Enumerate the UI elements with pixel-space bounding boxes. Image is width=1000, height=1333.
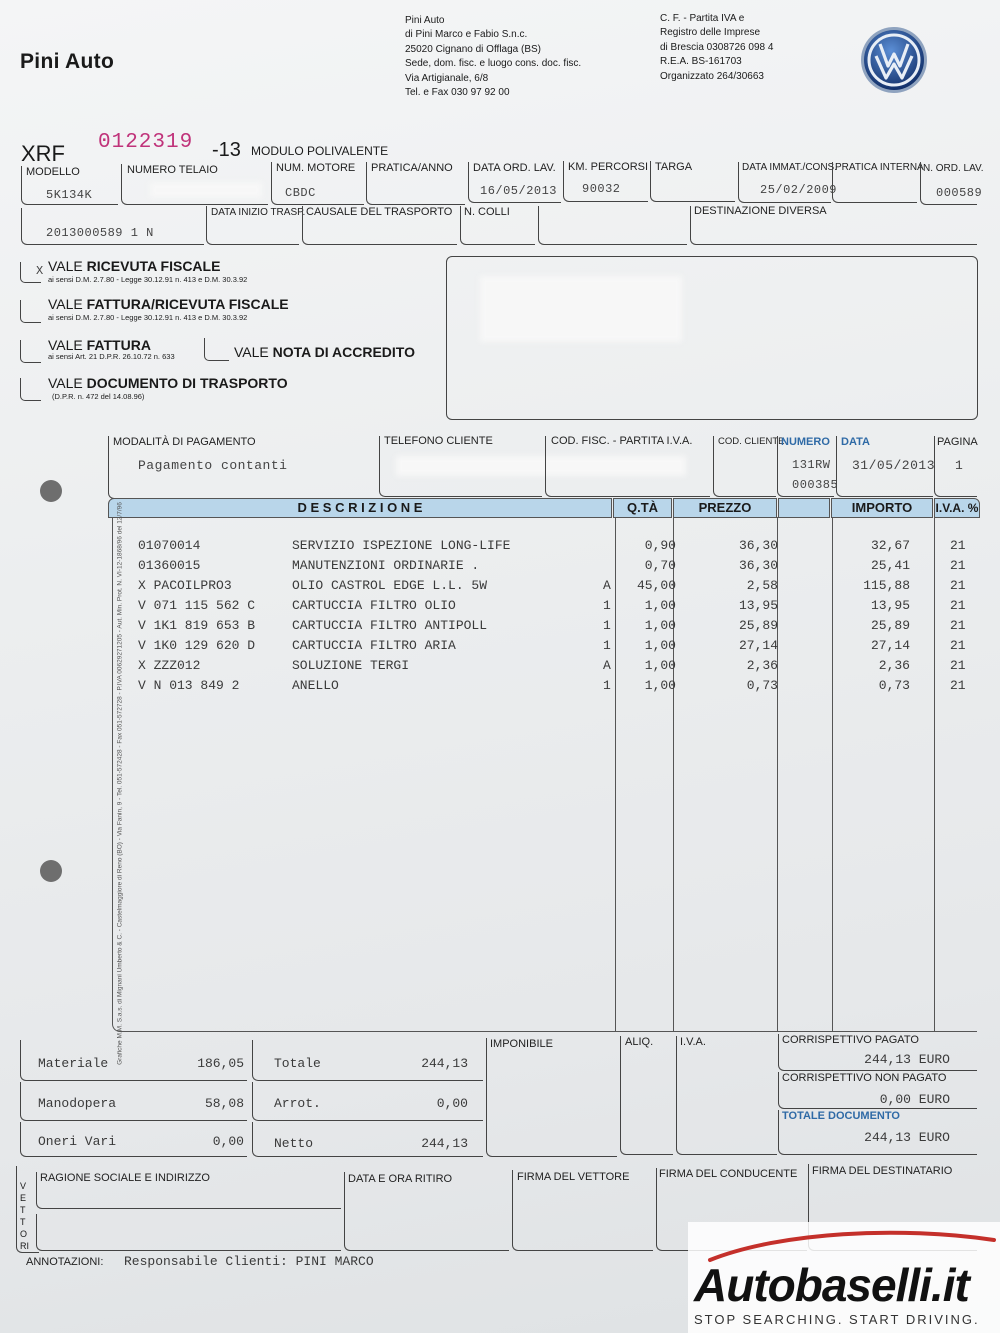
address-line: Pini Auto bbox=[405, 15, 445, 26]
row-prezzo: 2,58 bbox=[746, 578, 778, 593]
vale-pre: VALE bbox=[48, 258, 83, 274]
value-modalita: Pagamento contanti bbox=[138, 458, 288, 473]
header-qta: Q.TÀ bbox=[613, 498, 672, 518]
vale-bold: FATTURA/RICEVUTA FISCALE bbox=[86, 296, 289, 312]
row-code: 01070014 bbox=[138, 538, 201, 553]
vale-bold: DOCUMENTO DI TRASPORTO bbox=[86, 375, 288, 391]
table-row bbox=[0, 658, 1000, 678]
label-numero: NUMERO bbox=[781, 436, 830, 448]
label-inizio: DATA INIZIO TRASP. bbox=[211, 207, 306, 218]
row-prezzo: 13,95 bbox=[738, 598, 778, 613]
label-firma-conducente: FIRMA DEL CONDUCENTE bbox=[659, 1168, 798, 1180]
registry-line: di Brescia 0308726 098 4 bbox=[660, 41, 774, 53]
row-desc: MANUTENZIONI ORDINARIE . bbox=[292, 558, 480, 573]
registry-line: Organizzato 264/30663 bbox=[660, 70, 764, 82]
label-causale: CAUSALE DEL TRASPORTO bbox=[306, 206, 453, 218]
value-pagato: 244,13 EURO bbox=[864, 1052, 950, 1067]
table-row bbox=[0, 678, 1000, 698]
row-qta: 45,00 bbox=[636, 578, 676, 593]
value-non-pagato: 0,00 EURO bbox=[879, 1092, 950, 1107]
oneri-value: 0,00 bbox=[212, 1134, 244, 1149]
label-pagina: PAGINA bbox=[937, 436, 978, 448]
row-qta: 1,00 bbox=[644, 638, 676, 653]
header-descrizione: D E S C R I Z I O N E bbox=[108, 498, 612, 518]
totale-label: Totale bbox=[274, 1056, 321, 1071]
row-flag: A bbox=[603, 658, 611, 673]
row-code: V 071 115 562 C bbox=[138, 598, 256, 613]
row-flag: 1 bbox=[603, 678, 611, 693]
row-importo: 0,73 bbox=[878, 678, 910, 693]
value-ref: 2013000589 1 N bbox=[46, 226, 154, 240]
label-km: KM. PERCORSI bbox=[568, 161, 649, 173]
row-desc: ANELLO bbox=[292, 678, 339, 693]
registry-line: C. F. - Partita IVA e bbox=[660, 13, 745, 24]
row-prezzo: 36,30 bbox=[738, 538, 778, 553]
row-qta: 0,70 bbox=[644, 558, 676, 573]
totale-value: 244,13 bbox=[421, 1056, 468, 1071]
netto-value: 244,13 bbox=[421, 1136, 468, 1151]
field-extra bbox=[538, 206, 687, 245]
label-telaio: NUMERO TELAIO bbox=[127, 164, 218, 176]
row-iva: 21 bbox=[950, 538, 966, 553]
vale-tick-3 bbox=[20, 340, 41, 363]
address-line: Via Artigianale, 6/8 bbox=[405, 72, 489, 84]
header-blank bbox=[778, 498, 830, 518]
row-importo: 32,67 bbox=[870, 538, 910, 553]
table-row bbox=[0, 598, 1000, 618]
field-ragione-2 bbox=[36, 1214, 341, 1251]
vale-bold: FATTURA bbox=[86, 337, 151, 353]
label-data-ord: DATA ORD. LAV. bbox=[473, 162, 556, 174]
label-iva-tot: I.V.A. bbox=[680, 1036, 706, 1048]
vale-pre: VALE bbox=[234, 344, 269, 360]
table-row bbox=[0, 638, 1000, 658]
value-data: 31/05/2013 bbox=[852, 458, 936, 473]
vale-bold: RICEVUTA FISCALE bbox=[86, 258, 221, 274]
vale-fattura-ricevuta bbox=[48, 296, 289, 312]
label-totale-doc: TOTALE DOCUMENTO bbox=[782, 1110, 900, 1122]
row-iva: 21 bbox=[950, 658, 966, 673]
value-km: 90032 bbox=[582, 182, 621, 196]
address-line: Tel. e Fax 030 97 92 00 bbox=[405, 87, 510, 99]
value-modello: 5K134K bbox=[46, 188, 93, 202]
table-row bbox=[0, 558, 1000, 578]
table-row bbox=[0, 578, 1000, 598]
row-desc: SERVIZIO ISPEZIONE LONG-LIFE bbox=[292, 538, 511, 553]
label-pratica: PRATICA/ANNO bbox=[371, 162, 453, 174]
row-flag: 1 bbox=[603, 618, 611, 633]
table-row bbox=[0, 618, 1000, 638]
value-data-ord: 16/05/2013 bbox=[480, 184, 558, 198]
value-motore: CBDC bbox=[285, 186, 316, 200]
vale-tick-2 bbox=[20, 300, 41, 323]
row-desc: SOLUZIONE TERGI bbox=[292, 658, 410, 673]
redacted-recipient bbox=[480, 276, 682, 342]
vettori-label: VETTORI bbox=[20, 1181, 29, 1251]
header-iva: I.V.A. % bbox=[934, 498, 980, 518]
row-importo: 25,89 bbox=[870, 618, 910, 633]
oneri-label: Oneri Vari bbox=[38, 1134, 117, 1149]
field-iva-tot bbox=[676, 1036, 777, 1155]
address-line: di Pini Marco e Fabio S.n.c. bbox=[405, 29, 528, 41]
registry-line: Registro delle Imprese bbox=[660, 27, 761, 39]
label-n-ord: N. ORD. LAV. bbox=[923, 163, 984, 174]
vale-ricevuta bbox=[48, 258, 220, 274]
row-prezzo: 36,30 bbox=[738, 558, 778, 573]
address-line: Sede, dom. fisc. e luogo cons. doc. fisc. bbox=[405, 58, 582, 70]
arrot-value: 0,00 bbox=[436, 1096, 468, 1111]
materiale-value: 186,05 bbox=[197, 1056, 244, 1071]
row-importo: 27,14 bbox=[870, 638, 910, 653]
value-pagina: 1 bbox=[955, 458, 964, 473]
punch-hole bbox=[40, 860, 62, 882]
vale-tick-5 bbox=[20, 378, 41, 401]
label-imponibile: IMPONIBILE bbox=[490, 1038, 553, 1050]
label-pratica-int: PRATICA INTERNA bbox=[835, 162, 924, 173]
label-codfisc: COD. FISC. - PARTITA I.V.A. bbox=[551, 435, 693, 447]
address-line: 25020 Cignano di Offlaga (BS) bbox=[405, 43, 542, 55]
row-prezzo: 25,89 bbox=[738, 618, 778, 633]
row-importo: 13,95 bbox=[870, 598, 910, 613]
label-colli: N. COLLI bbox=[464, 206, 510, 218]
label-ritiro: DATA E ORA RITIRO bbox=[348, 1173, 453, 1185]
watermark-name: Autobaselli.it bbox=[694, 1259, 969, 1311]
vw-logo-icon bbox=[860, 26, 928, 94]
row-desc: CARTUCCIA FILTRO ANTIPOLL bbox=[292, 618, 488, 633]
manodopera-label: Manodopera bbox=[38, 1096, 117, 1111]
row-code: X PACOILPRO3 bbox=[138, 578, 232, 593]
label-aliq: ALIQ. bbox=[625, 1036, 654, 1048]
row-iva: 21 bbox=[950, 678, 966, 693]
punch-hole bbox=[40, 480, 62, 502]
vale-sub-5: (D.P.R. n. 472 del 14.08.96) bbox=[52, 392, 145, 401]
company-address bbox=[405, 14, 581, 100]
row-prezzo: 27,14 bbox=[738, 638, 778, 653]
row-iva: 21 bbox=[950, 638, 966, 653]
printer-note: Grafiche M.M. S.a.s. di Mignani Umberto & C. - Castelmaggiore di Reno (BO) - Via Fanin, 9 - Tel. 051-572428 - Fax 051-572728 - P.IVA 00629271205 - Aut. Min. Prot. N. VI-12-1868/96 del 12/7/96 bbox=[116, 502, 124, 1065]
label-dest: DESTINAZIONE DIVERSA bbox=[694, 205, 827, 217]
vale-bold: NOTA DI ACCREDITO bbox=[272, 344, 415, 360]
value-numero-2: 000385 bbox=[792, 478, 839, 492]
row-importo: 2,36 bbox=[878, 658, 910, 673]
label-modalita: MODALITÀ DI PAGAMENTO bbox=[113, 436, 256, 448]
vale-tick-4 bbox=[204, 338, 229, 361]
row-desc: CARTUCCIA FILTRO ARIA bbox=[292, 638, 456, 653]
row-flag: 1 bbox=[603, 598, 611, 613]
label-data: DATA bbox=[841, 436, 870, 448]
row-desc: CARTUCCIA FILTRO OLIO bbox=[292, 598, 456, 613]
label-ragione: RAGIONE SOCIALE E INDIRIZZO bbox=[40, 1172, 210, 1184]
vale-fattura bbox=[48, 337, 151, 353]
doc-suffix: -13 bbox=[212, 139, 241, 161]
vale-sub-3: ai sensi Art. 21 D.P.R. 26.10.72 n. 633 bbox=[48, 352, 175, 361]
company-registry bbox=[660, 12, 773, 84]
vale-documento bbox=[48, 375, 288, 391]
row-code: V N 013 849 2 bbox=[138, 678, 240, 693]
header-prezzo: PREZZO bbox=[673, 498, 777, 518]
value-n-ord: 000589 bbox=[936, 186, 983, 200]
vale-nota bbox=[234, 344, 415, 360]
company-logo-text: Pini Auto bbox=[20, 50, 115, 73]
header-importo: IMPORTO bbox=[831, 498, 933, 518]
table-row bbox=[0, 538, 1000, 558]
row-flag: 1 bbox=[603, 638, 611, 653]
row-iva: 21 bbox=[950, 578, 966, 593]
row-code: V 1K1 819 653 B bbox=[138, 618, 256, 633]
row-importo: 25,41 bbox=[870, 558, 910, 573]
doc-module: MODULO POLIVALENTE bbox=[251, 144, 389, 158]
row-code: 01360015 bbox=[138, 558, 201, 573]
label-targa: TARGA bbox=[655, 161, 693, 173]
row-flag: A bbox=[603, 578, 611, 593]
redacted-telaio bbox=[150, 182, 262, 198]
row-importo: 115,88 bbox=[863, 578, 910, 593]
row-qta: 1,00 bbox=[644, 618, 676, 633]
field-aliq bbox=[620, 1036, 673, 1155]
arrot-label: Arrot. bbox=[274, 1096, 321, 1111]
row-qta: 0,90 bbox=[644, 538, 676, 553]
field-imponibile bbox=[486, 1038, 617, 1157]
value-immat: 25/02/2009 bbox=[760, 183, 838, 197]
vale-pre: VALE bbox=[48, 296, 83, 312]
label-firma-destinatario: FIRMA DEL DESTINATARIO bbox=[812, 1165, 953, 1177]
row-code: X ZZZ012 bbox=[138, 658, 201, 673]
vale-pre: VALE bbox=[48, 337, 83, 353]
label-telefono: TELEFONO CLIENTE bbox=[384, 435, 493, 447]
row-prezzo: 0,73 bbox=[746, 678, 778, 693]
label-firma-vettore: FIRMA DEL VETTORE bbox=[517, 1171, 630, 1183]
row-prezzo: 2,36 bbox=[746, 658, 778, 673]
row-iva: 21 bbox=[950, 558, 966, 573]
label-pagato: CORRISPETTIVO PAGATO bbox=[782, 1034, 919, 1046]
netto-label: Netto bbox=[274, 1136, 314, 1151]
vale-pre: VALE bbox=[48, 375, 83, 391]
row-qta: 1,00 bbox=[644, 678, 676, 693]
value-numero-1: 131RW bbox=[792, 458, 831, 472]
label-codcli: COD. CLIENTE bbox=[718, 436, 785, 447]
doc-number: 0122319 bbox=[98, 131, 194, 154]
watermark-tagline: STOP SEARCHING. START DRIVING. bbox=[694, 1312, 980, 1327]
row-desc: OLIO CASTROL EDGE L.L. 5W bbox=[292, 578, 488, 593]
vale-sub-1: ai sensi D.M. 2.7.80 - Legge 30.12.91 n. 413 e D.M. 30.3.92 bbox=[48, 275, 248, 284]
label-annotazioni: ANNOTAZIONI: bbox=[26, 1256, 104, 1268]
label-motore: NUM. MOTORE bbox=[276, 162, 356, 174]
row-qta: 1,00 bbox=[644, 598, 676, 613]
label-modello: MODELLO bbox=[26, 166, 80, 178]
row-iva: 21 bbox=[950, 618, 966, 633]
value-annotazioni: Responsabile Clienti: PINI MARCO bbox=[124, 1254, 374, 1269]
label-immat: DATA IMMAT./CONS. bbox=[742, 162, 838, 173]
vale-x-mark: X bbox=[36, 264, 44, 278]
manodopera-value: 58,08 bbox=[204, 1096, 244, 1111]
registry-line: R.E.A. BS-161703 bbox=[660, 56, 742, 68]
materiale-label: Materiale bbox=[38, 1056, 109, 1071]
row-code: V 1K0 129 620 D bbox=[138, 638, 256, 653]
label-non-pagato: CORRISPETTIVO NON PAGATO bbox=[782, 1072, 947, 1084]
doc-series: XRF bbox=[21, 141, 65, 166]
row-iva: 21 bbox=[950, 598, 966, 613]
value-totale-doc: 244,13 EURO bbox=[864, 1130, 950, 1145]
vale-sub-2: ai sensi D.M. 2.7.80 - Legge 30.12.91 n. 413 e D.M. 30.3.92 bbox=[48, 313, 248, 322]
row-qta: 1,00 bbox=[644, 658, 676, 673]
